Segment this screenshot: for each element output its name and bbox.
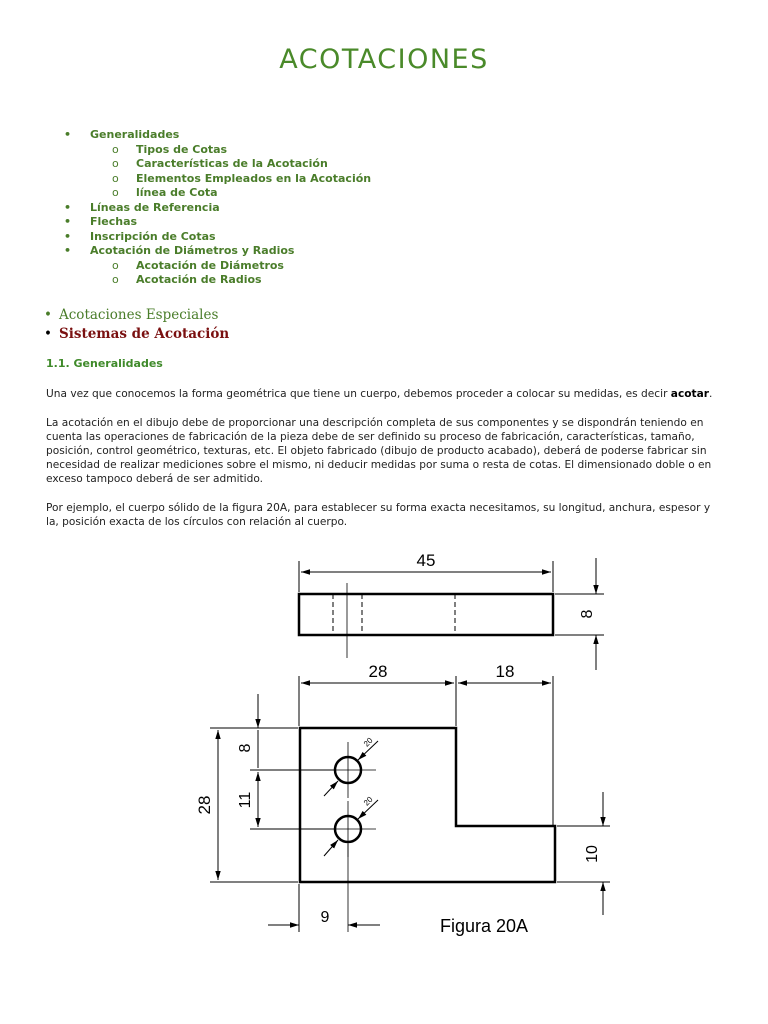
dia-label-2: 20	[361, 794, 375, 808]
paragraph-3: Por ejemplo, el cuerpo sólido de la figura 20A, para establecer su forma exacta necesitamos, su longitud, anchura, espesor y la, posición exacta de los círculos con relación al cuerpo.	[46, 502, 711, 528]
hidden-lines	[333, 594, 455, 635]
paragraph-2: La acotación en el dibujo debe de proporcionar una descripción completa de sus componentes y se dispondrán teniendo en cuenta las operaciones de fabricación de la pieza debe de ser definido su proceso de fabricación, características, tamaño, posición, control geométrico, texturas, etc. El objeto fabricado (dibujo de producto acabado), deberá de poderse fabricar sin necesidad de realizar mediciones sobre el mismo, ni deducir medidas por suma o resta de cotas. El dimensionado doble o en exceso tampoco deberá de ser admitido.	[46, 417, 712, 485]
sub-bullet: o	[112, 186, 119, 199]
link-sistemas-de-acotacion[interactable]: Sistemas de Acotación	[59, 326, 230, 342]
toc-sublink[interactable]: Acotación de Radios	[136, 273, 262, 286]
dim-label-8-hole: 8	[237, 743, 254, 753]
toc-sublink[interactable]: Elementos Empleados en la Acotación	[136, 171, 372, 185]
bullet: •	[64, 215, 72, 228]
toc-sublink[interactable]: Acotación de Diámetros	[136, 258, 284, 272]
paragraph-1	[46, 387, 726, 401]
dim-label-28-top: 28	[368, 662, 388, 681]
toc-link[interactable]: Generalidades	[90, 128, 180, 141]
dia-label-1: 20	[361, 735, 375, 749]
sub-bullet: o	[112, 258, 119, 272]
sub-bullet: o	[112, 273, 119, 286]
page-title: ACOTACIONES	[279, 44, 489, 75]
bullet: •	[64, 244, 72, 257]
dim-label-18: 18	[495, 662, 515, 681]
dim-label-28-left: 28	[195, 795, 214, 815]
section-heading: 1.1. Generalidades	[46, 357, 163, 370]
dim-label-10: 10	[584, 845, 601, 863]
bullet: •	[64, 200, 72, 214]
p1-bold: acotar	[670, 388, 709, 400]
bullet: •	[64, 229, 72, 243]
dim-label-9: 9	[320, 909, 330, 926]
front-view-outline	[300, 728, 555, 882]
dim-label-45: 45	[416, 551, 436, 570]
toc-link[interactable]: Líneas de Referencia	[90, 200, 220, 214]
toc-sublink[interactable]: línea de Cota	[136, 186, 218, 199]
sub-bullet: o	[112, 157, 119, 170]
p1-text: Una vez que conocemos la forma geométrica que tiene un cuerpo, debemos proceder a colocar su medidas, es decir	[46, 388, 671, 400]
bullet: •	[64, 128, 72, 141]
p1-end: .	[708, 388, 713, 400]
toc-link[interactable]: Flechas	[90, 215, 138, 228]
toc-link[interactable]: Inscripción de Cotas	[90, 229, 216, 243]
dim-label-11: 11	[237, 791, 254, 809]
side-view-outline	[299, 594, 553, 635]
bullet: •	[44, 307, 52, 323]
dim-label-8-thickness: 8	[579, 609, 596, 619]
bullet: •	[44, 326, 52, 342]
toc-sublink[interactable]: Tipos de Cotas	[136, 142, 228, 156]
figure-caption: Figura 20A	[440, 916, 529, 936]
figure-20a-drawing	[0, 540, 768, 950]
toc-link[interactable]: Acotación de Diámetros y Radios	[90, 244, 295, 257]
link-acotaciones-especiales[interactable]: Acotaciones Especiales	[59, 307, 219, 323]
sub-bullet: o	[112, 171, 119, 185]
sub-bullet: o	[112, 142, 119, 156]
toc-sublink[interactable]: Características de la Acotación	[136, 157, 328, 170]
